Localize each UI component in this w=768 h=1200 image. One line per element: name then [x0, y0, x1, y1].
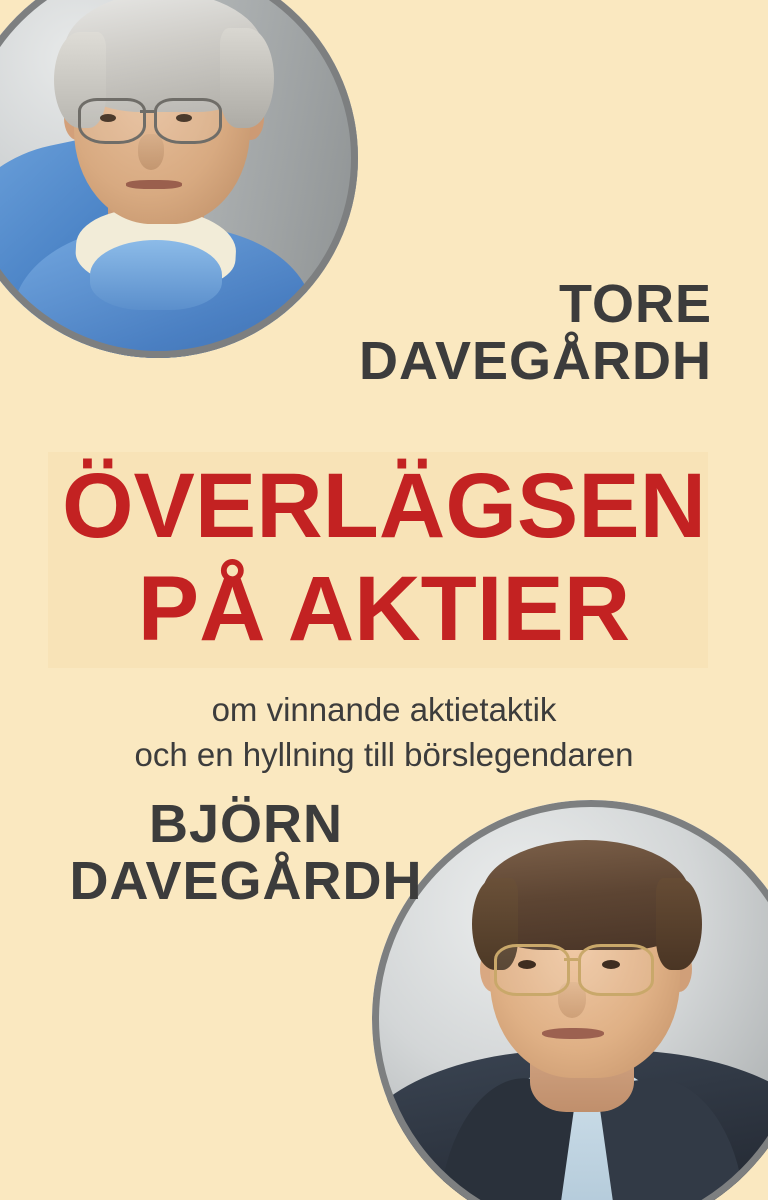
book-subtitle-line2: och en hyllning till börslegendaren	[134, 735, 634, 773]
book-subtitle-line1: om vinnande aktietaktik	[211, 691, 557, 728]
author-name-bottom-line1: BJÖRN	[148, 794, 344, 854]
portrait-eye-left	[100, 114, 116, 122]
author-name-bottom-line2: DAVEGÅRDH	[69, 851, 423, 912]
book-title	[0, 455, 768, 661]
author-name-top-line1: TORE	[558, 274, 712, 334]
book-subtitle	[0, 688, 768, 778]
author-name-bottom	[36, 796, 456, 910]
author-name-top	[292, 276, 712, 390]
portrait-eye-right	[176, 114, 192, 122]
author-name-top-line2: DAVEGÅRDH	[358, 331, 712, 392]
book-title-line1: ÖVERLÄGSEN	[61, 455, 707, 557]
book-title-line2: PÅ AKTIER	[137, 558, 631, 661]
